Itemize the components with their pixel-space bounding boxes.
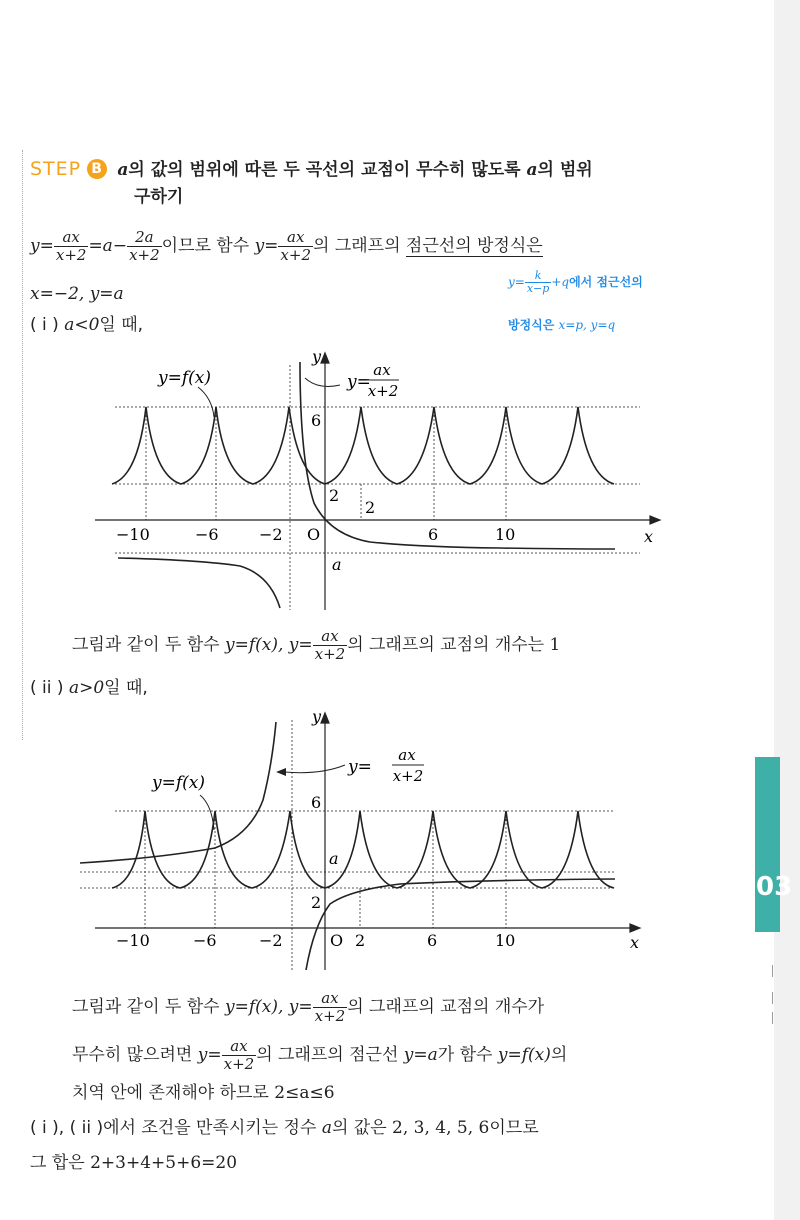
conclusion-var: a (321, 1118, 332, 1138)
graph2-axes (95, 713, 640, 970)
result-math: y=f(x), y= (225, 997, 313, 1017)
step-label: STEP (30, 158, 82, 180)
frac-den: x+2 (55, 245, 87, 264)
conclusion-math: 2+3+4+5+6=20 (90, 1153, 238, 1173)
side-note-line2 (508, 316, 615, 333)
g-curve-left (118, 558, 280, 608)
fraction (278, 229, 313, 264)
case-suffix: 일 때, (104, 678, 148, 698)
result-math: y=f(x), y= (225, 635, 313, 655)
fraction (222, 1038, 257, 1073)
result-math: y= (197, 1045, 222, 1065)
g-curve-right (306, 879, 615, 970)
f-curve-2 (112, 811, 614, 888)
frac-num: ax (278, 229, 313, 247)
equation-line (30, 227, 543, 265)
graph2-tick-x: 6 (427, 931, 438, 950)
frac-num: ax (313, 990, 348, 1008)
y-arrow (321, 713, 329, 723)
graph2-y-label: y (312, 707, 322, 726)
result-text: 무수히 많으려면 (72, 1045, 198, 1065)
graph1-tick-x: 10 (495, 525, 516, 544)
step-var: a (117, 160, 129, 180)
conclusion-line2 (30, 1151, 237, 1175)
graph2-tick-x: 2 (355, 931, 366, 950)
side-mark (772, 992, 773, 1004)
graph1-g-num: ax (373, 361, 391, 379)
frac-den: x−p (526, 282, 550, 295)
step-var: a (526, 160, 538, 180)
result1-line (72, 626, 560, 664)
conclusion-text: 에서 조건을 만족시키는 정수 (103, 1118, 322, 1138)
frac-den: x+2 (314, 1006, 346, 1025)
case1-heading (30, 313, 143, 337)
result-text: 의 그래프의 점근선 (256, 1045, 404, 1065)
graph1-origin: O (307, 525, 321, 544)
eq-mid: =a− (88, 236, 128, 256)
result2-line3 (72, 1081, 335, 1105)
result-value: 1 (549, 635, 561, 655)
result-text: 의 그래프의 교점의 개수가 (347, 997, 545, 1017)
fraction (313, 990, 348, 1025)
graph-case1 (0, 340, 800, 620)
case2-heading (30, 676, 148, 700)
case-suffix: 일 때, (99, 315, 144, 335)
case-label: ( ii ) (30, 678, 69, 698)
eq-y: y= (254, 236, 279, 256)
conclusion-values: 2, 3, 4, 5, 6 (392, 1118, 490, 1138)
frac-den: x+2 (129, 245, 160, 264)
conclusion-label: ( i ), ( ii ) (30, 1118, 104, 1138)
graph1-x-label: x (644, 527, 654, 546)
eq-underlined: 점근선의 방정식은 (405, 236, 543, 256)
result2-line2 (72, 1036, 567, 1074)
label-arrow-f (198, 387, 214, 417)
graph2-tick-x: −10 (116, 931, 150, 950)
frac-num: ax (222, 1038, 257, 1056)
graph2-tick-x: 10 (495, 931, 516, 950)
step-title-1: 의 값의 범위에 따른 두 곡선의 교점이 무수히 많도록 (128, 160, 527, 180)
result-text: 의 그래프의 교점의 개수는 (347, 635, 550, 655)
graph1-guides (115, 365, 640, 610)
graph1-tick-x: 6 (428, 525, 439, 544)
f-curve-1 (112, 407, 614, 484)
fraction (127, 229, 162, 264)
graph1-tick-x: −10 (116, 525, 150, 544)
step-title-2: 의 범위 (537, 160, 593, 180)
graph1-tick-2x: 2 (365, 498, 376, 517)
frac-num: k (525, 270, 551, 283)
graph2-tick-x: −6 (193, 931, 217, 950)
result-math: y=f(x) (497, 1045, 551, 1065)
result2-line1 (72, 988, 544, 1026)
result-text: 의 (550, 1045, 568, 1065)
x-arrow (630, 924, 640, 932)
frac-num: ax (313, 628, 348, 646)
eq-text: 의 그래프의 (313, 236, 406, 256)
graph2-g-label: y= (348, 757, 372, 777)
graph1-y-label: y (312, 347, 322, 366)
result-math: y=a (403, 1045, 438, 1065)
graph2-g-den: x+2 (392, 767, 424, 785)
result-text: 치역 안에 존재해야 하므로 (72, 1083, 275, 1103)
graph1-tick-6y: 6 (311, 411, 322, 430)
graph1-tick-x: −6 (195, 525, 219, 544)
asymptote-line: x=−2, y=a (30, 284, 124, 304)
fraction (525, 270, 551, 295)
result-math: 2≤a≤6 (274, 1083, 335, 1103)
note-text: 에서 점근선의 (569, 275, 643, 289)
eq-lhs: y= (30, 236, 54, 256)
result-text: 그림과 같이 두 함수 (72, 635, 225, 655)
graph1-g-label: y= (347, 372, 371, 392)
conclusion-text: 그 합은 (30, 1153, 91, 1173)
graph1-g-den: x+2 (367, 382, 399, 400)
graph2-x-label: x (630, 933, 640, 952)
graph1-tick-x: −2 (259, 525, 283, 544)
case-label: ( i ) (30, 315, 65, 335)
step-badge: B (87, 159, 107, 179)
step-title-line2: 구하기 (134, 187, 184, 207)
graph2-tick-6y: 6 (311, 793, 322, 812)
frac-den: x+2 (314, 644, 346, 663)
graph2-g-num: ax (398, 746, 416, 764)
graph2-f-label: y=f(x) (152, 773, 205, 793)
case-cond: a<0 (64, 315, 100, 335)
case-cond: a>0 (68, 678, 105, 698)
fraction (54, 229, 89, 264)
frac-num: ax (54, 229, 89, 247)
result-text: 그림과 같이 두 함수 (72, 997, 225, 1017)
x-arrow (650, 516, 660, 524)
fraction (313, 628, 348, 663)
side-note-line1 (508, 270, 643, 295)
frac-den: x+2 (280, 245, 311, 264)
graph1-f-label: y=f(x) (158, 368, 211, 388)
graph-case2 (0, 700, 800, 980)
chapter-tab-number: 03 (756, 872, 793, 902)
note-math: y= (508, 275, 525, 289)
frac-den: x+2 (223, 1054, 255, 1073)
label-arrow-f (200, 795, 214, 830)
result-text: 가 함수 (437, 1045, 498, 1065)
step-header (30, 157, 593, 182)
side-mark (772, 1012, 773, 1024)
label-arrow-g (285, 765, 345, 773)
graph2-a-label: a (329, 849, 339, 868)
eq-text: 이므로 함수 (161, 236, 255, 256)
graph1-tick-2y: 2 (329, 486, 340, 505)
conclusion-text: 이므로 (489, 1118, 539, 1138)
graph1-a-label: a (332, 555, 342, 574)
y-arrow (321, 353, 329, 363)
conclusion-line1 (30, 1116, 539, 1140)
frac-num: 2a (127, 229, 162, 247)
graph2-tick-2y: 2 (311, 893, 322, 912)
graph2-tick-x: −2 (259, 931, 283, 950)
note-text: 방정식은 (508, 318, 559, 332)
conclusion-text: 의 값은 (331, 1118, 393, 1138)
label-arrow-g (305, 378, 340, 386)
arrow-head (276, 768, 286, 776)
note-math: x=p, y=q (558, 318, 616, 332)
graph2-origin: O (330, 931, 344, 950)
note-math: +q (551, 275, 570, 289)
